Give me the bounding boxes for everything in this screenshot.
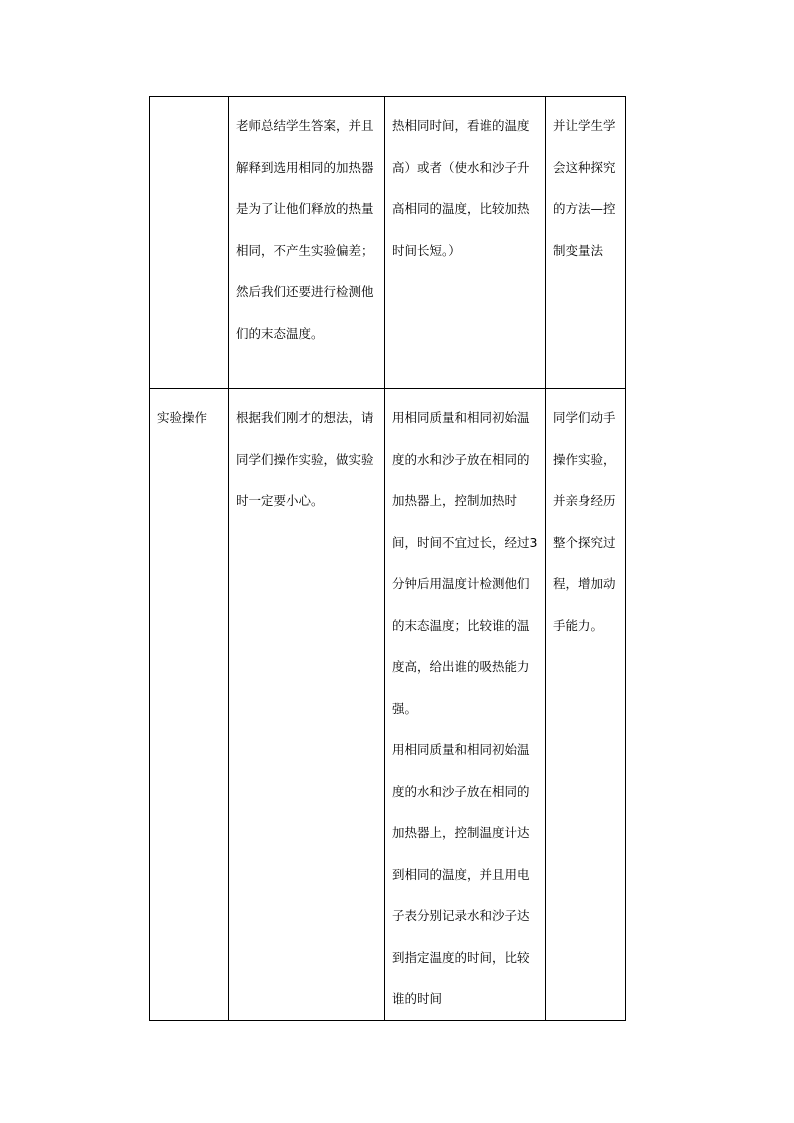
student-activity-cell bbox=[385, 97, 546, 389]
student-activity-text: 用相同质量和相同初始温度的水和沙子放在相同的加热器上，控制温度计达到相同的温度，并且用电子表分别记录水和沙子达到指定温度的时间，比较谁的时间 bbox=[392, 742, 530, 1006]
student-activity-text: 热相同时间，看谁的温度高）或者（使水和沙子升高相同的温度，比较加热时间长短。） bbox=[392, 118, 530, 258]
table-row bbox=[150, 97, 626, 389]
design-intent-cell: 并让学生学会这种探究的方法—控制变量法 bbox=[546, 97, 626, 389]
teacher-activity-cell: 老师总结学生答案，并且解释到选用相同的加热器是为了让他们释放的热量相同，不产生实验偏差；然后我们还要进行检测他们的末态温度。 bbox=[229, 97, 385, 389]
student-activity-cell bbox=[385, 389, 546, 1021]
design-intent-cell: 同学们动手操作实验，并亲身经历整个探究过程，增加动手能力。 bbox=[546, 389, 626, 1021]
phase-cell bbox=[150, 97, 229, 389]
student-activity-text: 用相同质量和相同初始温度的水和沙子放在相同的加热器上，控制加热时间，时间不宜过长，经过3分钟后用温度计检测他们的末态温度；比较谁的温度高，给出谁的吸热能力强。 bbox=[392, 410, 538, 716]
teacher-activity-cell: 根据我们刚才的想法，请同学们操作实验，做实验时一定要小心。 bbox=[229, 389, 385, 1021]
phase-cell: 实验操作 bbox=[150, 389, 229, 1021]
table-row bbox=[150, 389, 626, 1021]
lesson-plan-table bbox=[149, 96, 626, 1021]
